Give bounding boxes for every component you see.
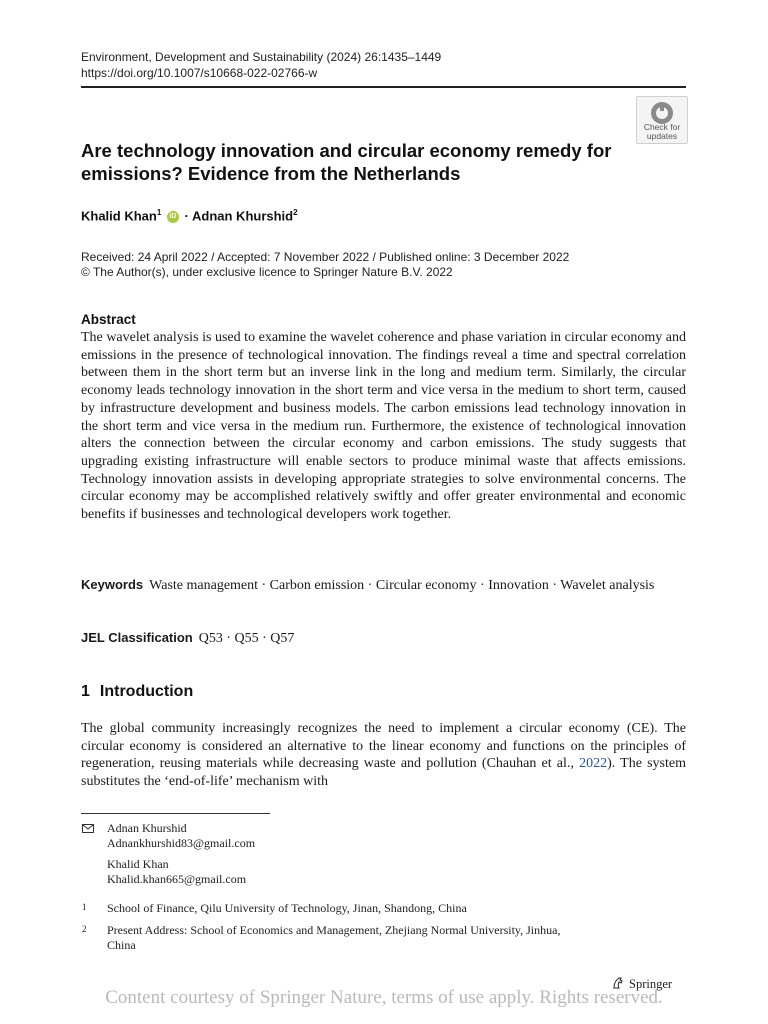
envelope-icon <box>82 824 94 833</box>
author1-affiliation: 1 <box>156 208 162 217</box>
section-title: Introduction <box>99 683 194 700</box>
paper-title: Are technology innovation and circular economy remedy for emissions? Evidence from the Netherlands <box>81 140 612 184</box>
section-heading <box>81 683 193 701</box>
header-rule <box>81 86 686 88</box>
author2-affiliation: 2 <box>293 208 298 217</box>
citation-link[interactable]: 2022 <box>579 756 608 772</box>
badge-label: Check for updates <box>643 122 681 141</box>
abstract-heading: Abstract <box>81 312 136 327</box>
contact-name: Khalid Khan <box>107 857 169 871</box>
author-adnan-khurshid[interactable]: Adnan Khurshid <box>192 208 294 224</box>
abstract-text: The wavelet analysis is used to examine the wavelet coherence and phase variation in circular economy and emissions in the presence of technological innovation. The findings reveal a time and spectral correlation between them in the short term but an inverse link in the long and medium term. Similarly, the circular economy leads technology innovation in the short term and vice versa in the medium to short term, caused by infrastructure development and business models. The carbon emissions lead technology innovation in the short term and vice versa in the medium run. Furthermore, the existence of technological innovation alters the connection between the circular economy and carbon emissions. The study suggests that upgrading existing infrastructure will enable sectors to produce minimal waste that affects emissions. Technology innovation assists in developing appropriate strategies to solve environmental concerns. The circular economy may be accomplished relatively swiftly and offer greater environmental and economic benefits if businesses and technological developers work together. <box>81 330 686 523</box>
intro-paragraph: The global community increasingly recognizes the need to implement a circular economy (CE). The circular economy is considered an alternative to the linear economy and functions on the principles of regeneration, reusing materials while decreasing waste and pollution (Chauhan et al., 2022). The system substitutes the ‘end-of-life’ mechanism with <box>81 721 686 790</box>
journal-citation: Environment, Development and Sustainability (2024) 26:1435–1449 <box>81 50 442 64</box>
keywords-text: Waste management · Carbon emission · Circular economy · Innovation · Wavelet analysis <box>149 578 655 593</box>
doi-link[interactable]: https://doi.org/10.1007/s10668-022-02766-w <box>81 66 318 80</box>
section-number: 1 <box>81 683 90 700</box>
contact-name: Adnan Khurshid <box>107 821 187 835</box>
contact-email[interactable]: Khalid.khan665@gmail.com <box>107 871 247 886</box>
keywords <box>81 576 686 595</box>
author-separator: · <box>180 208 192 224</box>
affiliation-2: Present Address: School of Economics and Management, Zhejiang Normal University, Jinhua, China <box>107 923 561 952</box>
history-line: Received: 24 April 2022 / Accepted: 7 November 2022 / Published online: 3 December 2022 <box>81 250 570 264</box>
affiliation-2-number: 2 <box>82 924 87 934</box>
author-list <box>81 208 298 223</box>
copyright-line: © The Author(s), under exclusive licence to Springer Nature B.V. 2022 <box>81 265 453 279</box>
contact-1 <box>107 821 255 850</box>
publisher-name: Springer <box>629 977 673 991</box>
jel-classification <box>81 629 294 648</box>
orcid-icon[interactable]: iD <box>167 211 179 223</box>
affiliation-1-number: 1 <box>82 902 87 912</box>
contact-2 <box>107 857 246 886</box>
keywords-label: Keywords <box>81 577 144 592</box>
jel-label: JEL Classification <box>81 630 193 645</box>
courtesy-watermark: Content courtesy of Springer Nature, terms of use apply. Rights reserved. <box>105 987 663 1008</box>
check-for-updates-badge[interactable] <box>636 96 688 144</box>
publication-dates <box>81 250 569 280</box>
author-khalid-khan[interactable]: Khalid Khan <box>81 208 157 224</box>
affiliation-1: School of Finance, Qilu University of Technology, Jinan, Shandong, China <box>107 901 467 915</box>
jel-codes: Q53 · Q55 · Q57 <box>198 631 295 646</box>
contact-email[interactable]: Adnankhurshid83@gmail.com <box>107 835 256 850</box>
journal-header <box>81 49 441 81</box>
footnote-rule <box>81 813 270 814</box>
